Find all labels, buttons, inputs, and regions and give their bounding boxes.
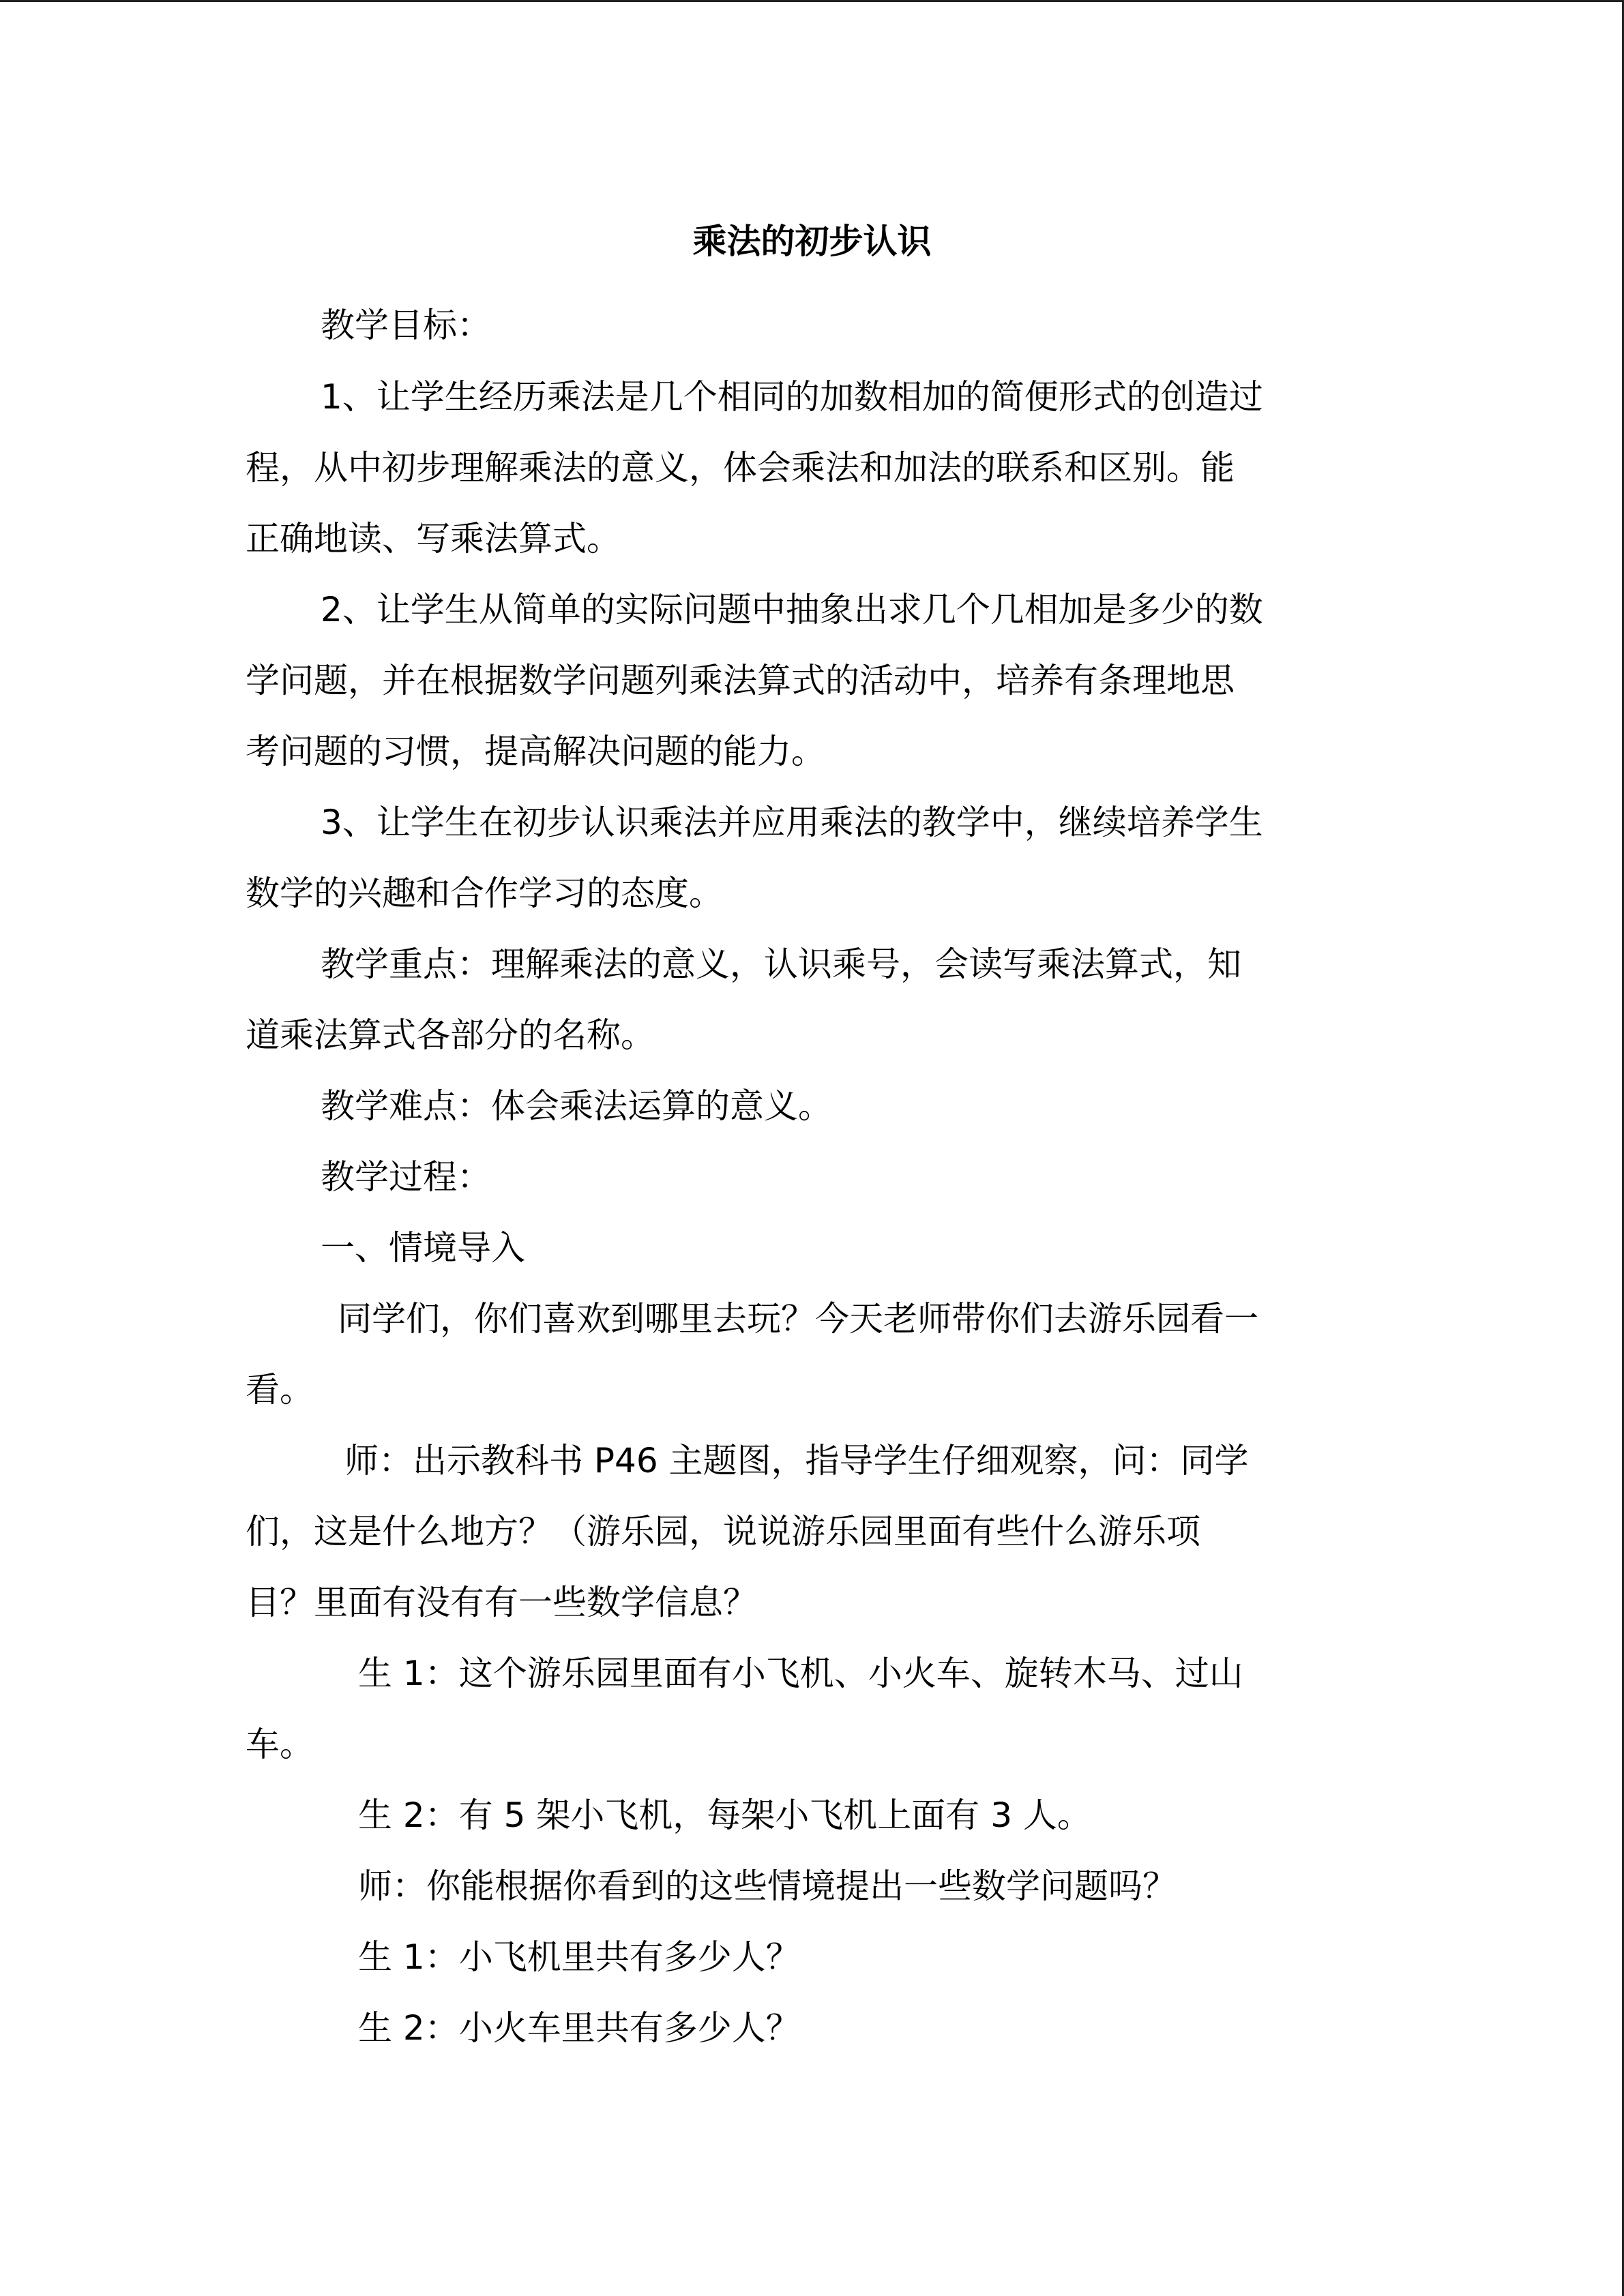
teacher-question: 师：你能根据你看到的这些情境提出一些数学问题吗？ <box>358 1866 1177 1906</box>
student-1-answer-line-2: 车。 <box>246 1725 314 1764</box>
intro-line-1: 同学们，你们喜欢到哪里去玩？今天老师带你们去游乐园看一 <box>338 1299 1258 1339</box>
student-2-question: 生 2：小火车里共有多少人？ <box>358 2008 800 2048</box>
objective-2-line-3: 考问题的习惯，提高解决问题的能力。 <box>246 732 825 771</box>
teacher-line-1: 师：出示教科书 P46 主题图，指导学生仔细观察，问：同学 <box>344 1441 1249 1480</box>
objective-2-line-2: 学问题，并在根据数学问题列乘法算式的活动中，培养有条理地思 <box>246 661 1235 700</box>
student-1-answer-line-1: 生 1：这个游乐园里面有小飞机、小火车、旋转木马、过山 <box>358 1654 1243 1693</box>
teacher-line-3: 目？里面有没有有一些数学信息？ <box>246 1583 757 1622</box>
objective-2-line-1: 2、让学生从简单的实际问题中抽象出求几个几相加是多少的数 <box>321 590 1263 629</box>
student-2-answer: 生 2：有 5 架小飞机，每架小飞机上面有 3 人。 <box>358 1795 1091 1835</box>
objective-1-line-1: 1、让学生经历乘法是几个相同的加数相加的简便形式的创造过 <box>321 377 1263 417</box>
objective-1-line-2: 程，从中初步理解乘法的意义，体会乘法和加法的联系和区别。能 <box>246 448 1235 488</box>
section-heading-intro: 一、情境导入 <box>321 1228 525 1268</box>
student-1-question: 生 1：小飞机里共有多少人？ <box>358 1937 800 1977</box>
difficulty-line: 教学难点：体会乘法运算的意义。 <box>321 1086 832 1126</box>
heading-process: 教学过程： <box>321 1157 491 1197</box>
objective-1-line-3: 正确地读、写乘法算式。 <box>246 519 621 558</box>
heading-objectives: 教学目标： <box>321 305 491 345</box>
objective-3-line-2: 数学的兴趣和合作学习的态度。 <box>246 874 723 913</box>
intro-line-2: 看。 <box>246 1370 314 1410</box>
key-points-line-1: 教学重点：理解乘法的意义，认识乘号，会读写乘法算式，知 <box>321 944 1241 984</box>
objective-3-line-1: 3、让学生在初步认识乘法并应用乘法的教学中，继续培养学生 <box>321 803 1263 842</box>
key-points-line-2: 道乘法算式各部分的名称。 <box>246 1015 655 1055</box>
document-title: 乘法的初步认识 <box>692 222 932 261</box>
teacher-line-2: 们，这是什么地方？（游乐园，说说游乐园里面有些什么游乐项 <box>246 1512 1200 1551</box>
